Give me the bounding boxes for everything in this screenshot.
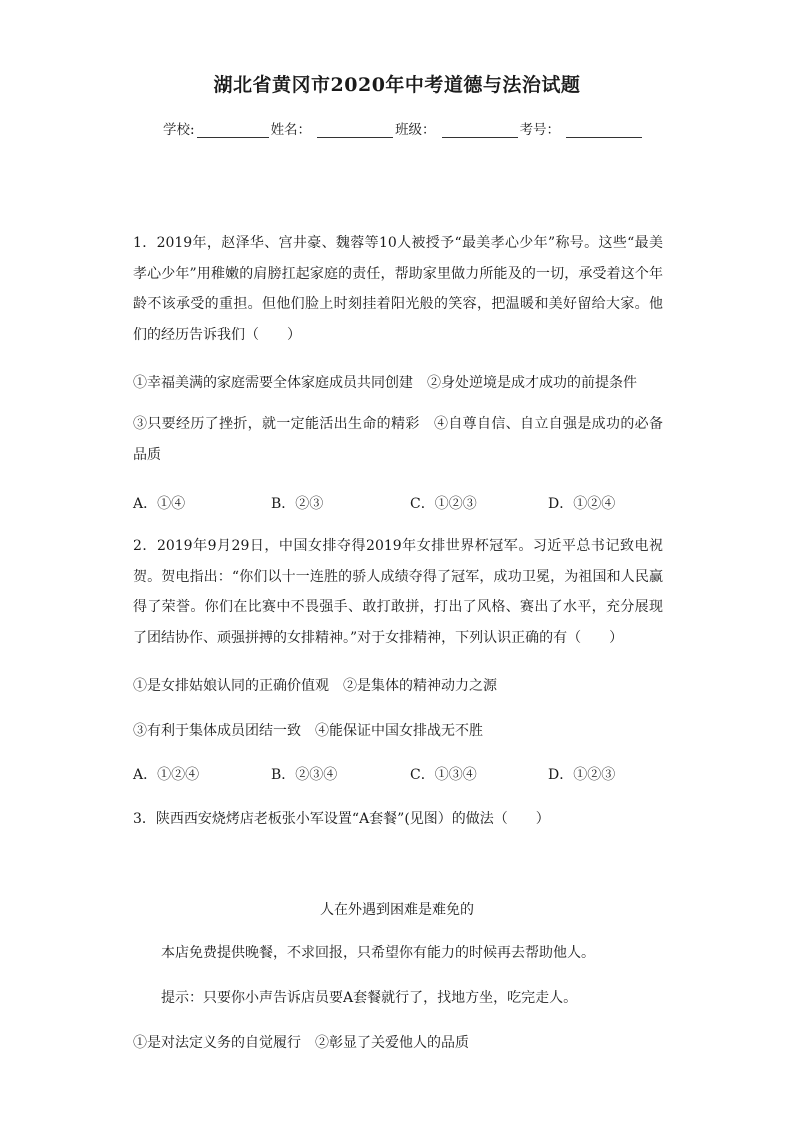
exam-number-blank: [566, 123, 642, 138]
student-info-row: [163, 118, 644, 138]
q2-stem: 2．2019年9月29日，中国女排夺得2019年女排世界杯冠军。习近平总书记致电祝贺。贺电指出：“你们以十一连胜的骄人成绩夺得了冠军，成功卫冕，为祖国和人民赢得了荣誉。你们在比赛中不畏强手、敢打敢拼，打出了风格、赛出了水平，充分展现了团结协作、顽强拼搏的女排精神。”对于女排精神，下列认识正确的有（ ）: [133, 538, 663, 646]
q2-statement-line-1: ①是女排姑娘认同的正确价值观 ②是集体的精神动力之源: [133, 678, 497, 694]
q1-stem: 1．2019年，赵泽华、宫井豪、魏蓉等10人被授予“最美孝心少年”称号。这些“最美孝心少年”用稚嫩的肩膀扛起家庭的责任，帮助家里做力所能及的一切，承受着这个年龄不该承受的重担。但他们脸上时刻挂着阳光般的笑容，把温暖和美好留给大家。他们的经历告诉我们（ ）: [133, 235, 663, 343]
q1-choice-b[interactable]: B．②③: [271, 496, 324, 512]
exam-title: 湖北省黄冈市2020年中考道德与法治试题: [213, 74, 581, 96]
q1-statement-line-1: ①幸福美满的家庭需要全体家庭成员共同创建 ②身处逆境是成才成功的前提条件: [133, 375, 637, 391]
q2-choice-c[interactable]: C．①③④: [410, 767, 477, 783]
exam-number-label: 考号：: [519, 122, 561, 138]
q1-statement-line-2: ③只要经历了挫折，就一定能活出生命的精彩 ④自尊自信、自立自强是成功的必备品质: [133, 416, 663, 463]
school-label: 学校:: [163, 122, 195, 138]
q3-figure-title: 人在外遇到困难是难免的: [320, 902, 474, 918]
class-blank: [442, 123, 518, 138]
q1-choice-d[interactable]: D．①②④: [548, 496, 616, 512]
q2-statement-line-2: ③有利于集体成员团结一致 ④能保证中国女排战无不胜: [133, 723, 483, 739]
q3-statement-line-1: ①是对法定义务的自觉履行 ②彰显了关爱他人的品质: [133, 1035, 469, 1051]
name-blank: [317, 123, 393, 138]
class-label: 班级：: [395, 122, 436, 138]
q3-figure-line-1: 本店免费提供晚餐，不求回报，只希望你有能力的时候再去帮助他人。: [161, 945, 595, 961]
q3-figure-line-2: 提示：只要你小声告诉店员要A套餐就行了，找地方坐，吃完走人。: [161, 990, 578, 1006]
q2-choice-a[interactable]: A．①②④: [133, 767, 200, 783]
q1-choice-c[interactable]: C．①②③: [410, 496, 477, 512]
q1-choice-a[interactable]: A．①④: [133, 496, 186, 512]
school-blank: [197, 123, 269, 138]
q2-choice-d[interactable]: D．①②③: [548, 767, 616, 783]
q3-stem: 3．陕西西安烧烤店老板张小军设置“A套餐”(见图）的做法（ ）: [133, 811, 550, 827]
name-label: 姓名：: [270, 122, 312, 138]
q2-choice-b[interactable]: B．②③④: [271, 767, 338, 783]
